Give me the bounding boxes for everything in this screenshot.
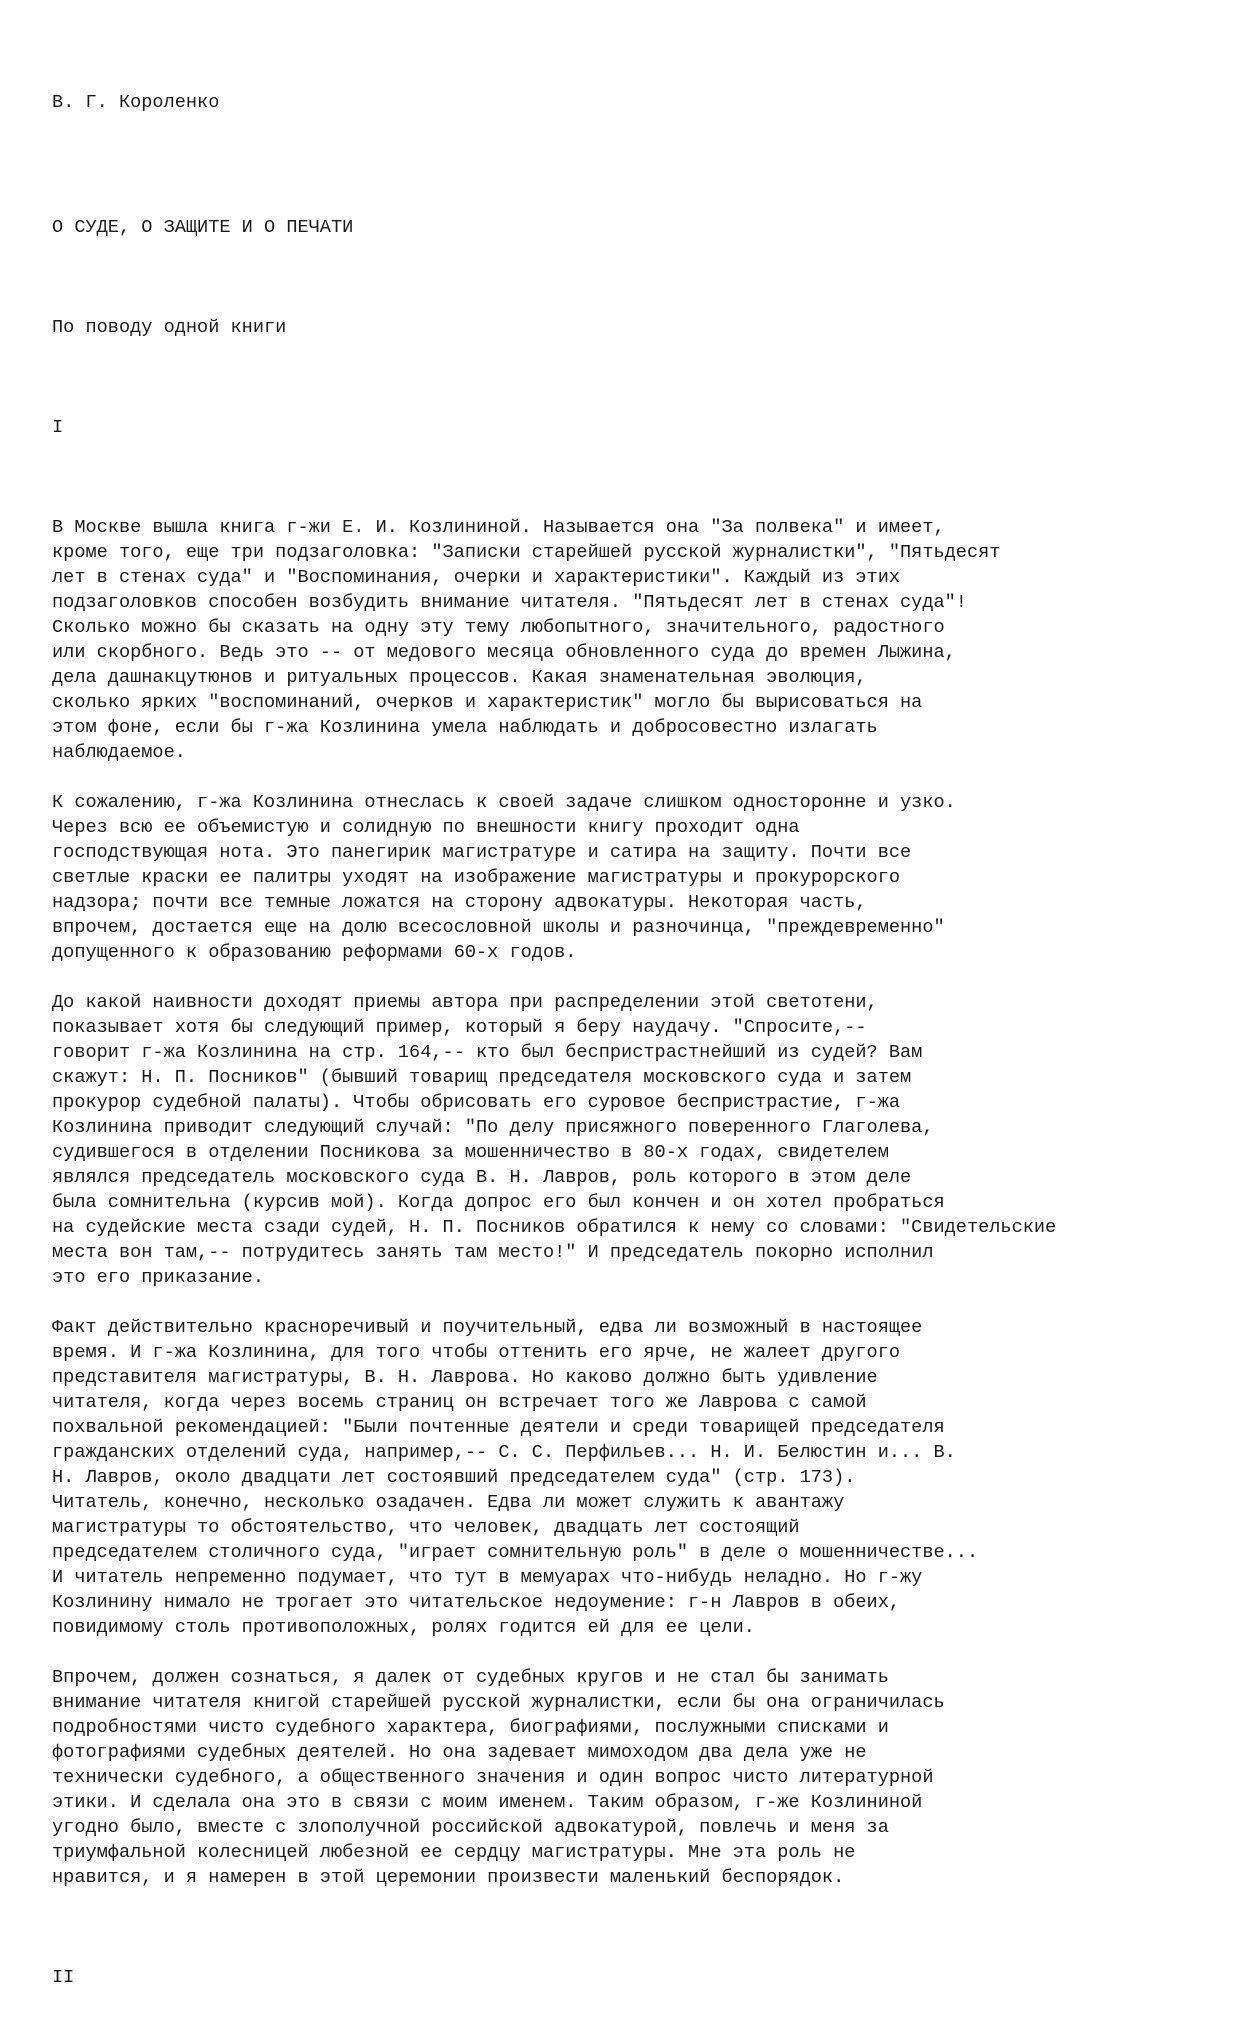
paragraph-line: К сожалению, г-жа Козлинина отнеслась к своей задаче слишком односторонне и узко. xyxy=(52,792,956,813)
paragraph-line: надзора; почти все темные ложатся на сторону адвокатуры. Некоторая часть, xyxy=(52,892,867,913)
paragraph-line: фотографиями судебных деятелей. Но она задевает мимоходом два дела уже не xyxy=(52,1742,867,1763)
paragraph-line: дела дашнакцутюнов и ритуальных процессов. Какая знаменательная эволюция, xyxy=(52,667,867,688)
paragraph-line: впрочем, достается еще на долю всесословной школы и разночинца, "преждевременно" xyxy=(52,917,945,938)
paragraph-line: гражданских отделений суда, например,-- С. С. Перфильев... Н. И. Белюстин и... В. xyxy=(52,1442,956,1463)
author-name: В. Г. Короленко xyxy=(52,92,220,113)
paragraph xyxy=(52,790,1232,965)
paragraph-line: повидимому столь противоположных, ролях годится ей для ее цели. xyxy=(52,1617,755,1638)
paragraph-line: внимание читателя книгой старейшей русской журналистки, если бы она ограничилась xyxy=(52,1692,945,1713)
paragraph-line: наблюдаемое. xyxy=(52,742,186,763)
paragraph-line: допущенного к образованию реформами 60-х годов. xyxy=(52,942,577,963)
paragraph-line: показывает хотя бы следующий пример, который я беру наудачу. "Спросите,-- xyxy=(52,1017,867,1038)
paragraph-line: И читатель непременно подумает, что тут в мемуарах что-нибудь неладно. Но г-жу xyxy=(52,1567,923,1588)
paragraph-line: места вон там,-- потрудитесь занять там место!" И председатель покорно исполнил xyxy=(52,1242,934,1263)
section-heading-2: II xyxy=(52,1967,75,1988)
paragraph-line: председателем столичного суда, "играет сомнительную роль" в деле о мошенничестве... xyxy=(52,1542,979,1563)
article-title: О СУДЕ, О ЗАЩИТЕ И О ПЕЧАТИ xyxy=(52,217,354,238)
paragraph-line: читателя, когда через восемь страниц он встречает того же Лаврова с самой xyxy=(52,1392,867,1413)
document-page xyxy=(52,40,1232,2040)
paragraph xyxy=(52,990,1232,1290)
paragraph-line: скажут: Н. П. Посников" (бывший товарищ председателя московского суда и затем xyxy=(52,1067,912,1088)
paragraph-line: До какой наивности доходят приемы автора при распределении этой светотени, xyxy=(52,992,878,1013)
paragraph-line: Читатель, конечно, несколько озадачен. Едва ли может служить к авантажу xyxy=(52,1492,845,1513)
paragraph-line: сколько ярких "воспоминаний, очерков и характеристик" могло бы вырисоваться на xyxy=(52,692,923,713)
paragraph-line: нравится, и я намерен в этой церемонии произвести маленький беспорядок. xyxy=(52,1867,845,1888)
section-heading-1: I xyxy=(52,417,64,438)
paragraph-line: технически судебного, а общественного значения и один вопрос чисто литературной xyxy=(52,1767,934,1788)
paragraph-line: представителя магистратуры, В. Н. Лаврова. Но каково должно быть удивление xyxy=(52,1367,878,1388)
paragraph-line: кроме того, еще три подзаголовка: "Записки старейшей русской журналистки", "Пятьдесят xyxy=(52,542,1001,563)
paragraph-line: лет в стенах суда" и "Воспоминания, очерки и характеристики". Каждый из этих xyxy=(52,567,901,588)
paragraph-line: подзаголовков способен возбудить внимание читателя. "Пятьдесят лет в стенах суда"! xyxy=(52,592,967,613)
paragraph-line: была сомнительна (курсив мой). Когда допрос его был кончен и он хотел пробраться xyxy=(52,1192,945,1213)
paragraph-line: триумфальной колесницей любезной ее сердцу магистратуры. Мне эта роль не xyxy=(52,1842,856,1863)
paragraph-line: Факт действительно красноречивый и поучительный, едва ли возможный в настоящее xyxy=(52,1317,923,1338)
paragraph-line: этики. И сделала она это в связи с моим именем. Таким образом, г-же Козлининой xyxy=(52,1792,923,1813)
paragraph-line: магистратуры то обстоятельство, что человек, двадцать лет состоящий xyxy=(52,1517,800,1538)
paragraph-line: подробностями чисто судебного характера, биографиями, послужными списками и xyxy=(52,1717,889,1738)
paragraph-line: Козлинина приводит следующий случай: "По делу присяжного поверенного Глаголева, xyxy=(52,1117,934,1138)
paragraph-line: Через всю ее объемистую и солидную по внешности книгу проходит одна xyxy=(52,817,800,838)
paragraph-line: господствующая нота. Это панегирик магистратуре и сатира на защиту. Почти все xyxy=(52,842,912,863)
paragraph-line: Впрочем, должен сознаться, я далек от судебных кругов и не стал бы занимать xyxy=(52,1667,889,1688)
paragraph-line: говорит г-жа Козлинина на стр. 164,-- кто был беспристрастнейший из судей? Вам xyxy=(52,1042,923,1063)
paragraphs-container xyxy=(52,515,1232,1890)
paragraph xyxy=(52,515,1232,765)
paragraph xyxy=(52,1665,1232,1890)
paragraph-line: В Москве вышла книга г-жи Е. И. Козлининой. Называется она "За полвека" и имеет, xyxy=(52,517,945,538)
paragraph-line: Козлинину нимало не трогает это читательское недоумение: г-н Лавров в обеих, xyxy=(52,1592,901,1613)
paragraph-line: похвальной рекомендацией: "Были почтенные деятели и среди товарищей председателя xyxy=(52,1417,945,1438)
article-subtitle: По поводу одной книги xyxy=(52,317,287,338)
paragraph-line: являлся председатель московского суда В. Н. Лавров, роль которого в этом деле xyxy=(52,1167,912,1188)
paragraph-line: это его приказание. xyxy=(52,1267,265,1288)
paragraph-line: судившегося в отделении Посникова за мошенничество в 80-х годах, свидетелем xyxy=(52,1142,889,1163)
paragraph-line: Н. Лавров, около двадцати лет состоявший председателем суда" (стр. 173). xyxy=(52,1467,856,1488)
paragraph-line: этом фоне, если бы г-жа Козлинина умела наблюдать и добросовестно излагать xyxy=(52,717,878,738)
paragraph-line: прокурор судебной палаты). Чтобы обрисовать его суровое беспристрастие, г-жа xyxy=(52,1092,901,1113)
paragraph-line: на судейские места сзади судей, Н. П. Посников обратился к нему со словами: "Свидетельские xyxy=(52,1217,1057,1238)
paragraph-line: время. И г-жа Козлинина, для того чтобы оттенить его ярче, не жалеет другого xyxy=(52,1342,901,1363)
paragraph-line: Сколько можно бы сказать на одну эту тему любопытного, значительного, радостного xyxy=(52,617,945,638)
paragraph xyxy=(52,1315,1232,1640)
paragraph-line: светлые краски ее палитры уходят на изображение магистратуры и прокурорского xyxy=(52,867,901,888)
paragraph-line: угодно было, вместе с злополучной российской адвокатурой, повлечь и меня за xyxy=(52,1817,889,1838)
paragraph-line: или скорбного. Ведь это -- от медового месяца обновленного суда до времен Лыжина, xyxy=(52,642,956,663)
